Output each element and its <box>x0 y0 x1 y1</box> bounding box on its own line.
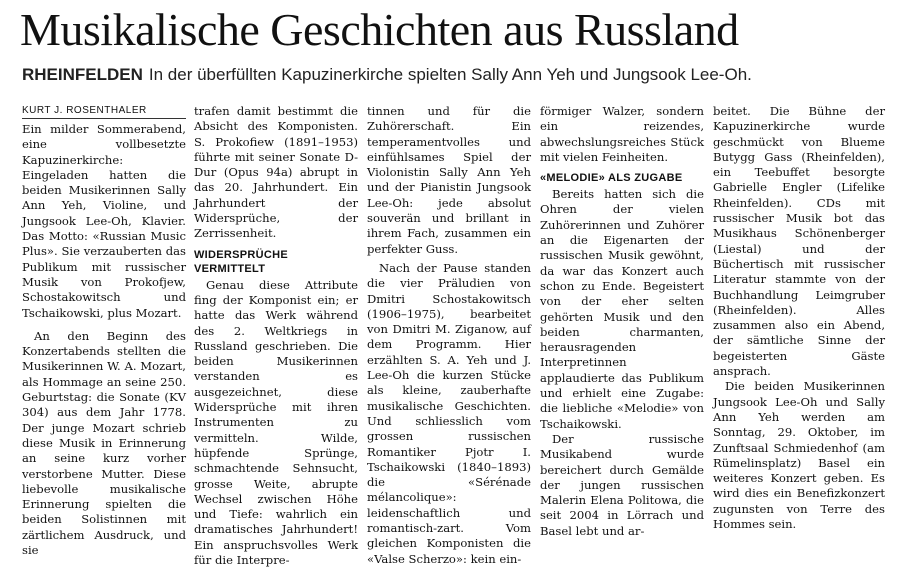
paragraph: Genau diese Attribute fing der Komponist ein; er hatte das Werk während des 2. Weltkriegs in Russland geschrieben. Die beiden Musikerinnen verstanden es ausgezeichnet, diese Widersprüche mit ihren Instrumenten zu vermitteln. Wilde, hüpfende Sprünge, schmachtende Sehnsucht, grosse Weite, abrupte Wechsel zwischen Höhe und Tiefe: wahrlich ein dramatisches Jahrhundert! Ein anspruchsvolles Werk für die Interpre- <box>194 277 358 568</box>
paragraph: beitet. Die Bühne der Kapuzinerkirche wurde geschmückt von Blueme Butygg Gass (Rheinfelden), ein Teebuffet besorgte Gabrielle Engler (Lifelike Rheinfelden). CDs mit russischer Musik bot das Musikhaus Schönenberger (Liestal) und der Büchertisch mit russischer Literatur stammte von der Buchhandlung Leimgruber (Rheinfelden). Alles zusammen also ein Abend, der sämtliche Sinne der begeisterten Gäste ansprach. <box>713 104 885 379</box>
paragraph: förmiger Walzer, sondern ein reizendes, abwechslungsreiches Stück mit vielen Feinheiten. <box>540 104 704 164</box>
text-column-2 <box>194 104 358 568</box>
author-byline: KURT J. ROSENTHALER <box>22 104 186 119</box>
paragraph: trafen damit bestimmt die Absicht des Komponisten. S. Prokofiew (1891–1953) führte mit seiner Sonate D-Dur (Opus 94a) abrupt in das 20. Jahrhundert. Ein Jahrhundert der Widersprüche, der Zerrissenheit. <box>194 104 358 241</box>
paragraph: tinnen und für die Zuhörerschaft. Ein temperamentvolles und einfühlsames Spiel der Violonistin Sally Ann Yeh und der Pianistin Jungsook Lee-Oh: jede absolut souverän und brillant in ihrem Fach, zusammen ein perfekter Guss. <box>367 104 531 256</box>
text-column-5 <box>713 104 885 532</box>
paragraph: Ein milder Sommerabend, eine vollbesetzte Kapuzinerkirche: Eingeladen hatten die beiden Musikerinnen Sally Ann Yeh, Violine, und Jungsook Lee-Oh, Klavier. Das Motto: «Russian Music Plus». Sie verzauberten das Publikum mit russischer Musik von Prokofjew, Schostakowitsch und Tschaikowski, plus Mozart. <box>22 122 186 320</box>
article-headline: Musikalische Geschichten aus Russland <box>20 4 739 55</box>
paragraph: Nach der Pause standen die vier Präludien von Dmitri Schostakowitsch (1906–1975), bearbeitet von Dmitri M. Ziganow, auf dem Programm. Hier erzählten S. A. Yeh und J. Lee-Oh die kurzen Stücke als kleine, zauberhafte musikalische Geschichten. Und schliesslich vom grossen russischen Romantiker Pjotr I. Tschaikowski (1840–1893) die «Sérénade mélancolique»: leidenschaftlich und romantisch-zart. Vom gleichen Komponisten die «Valse Scherzo»: kein ein- <box>367 260 531 566</box>
paragraph: Bereits hatten sich die Ohren der vielen Zuhörerinnen und Zuhörer an die Eigenarten der russischen Musik gewöhnt, da war das Konzert auch schon zu Ende. Begeistert von der eher selten gehörten Musik und den beiden charmanten, herausragenden Interpretinnen applaudierte das Publikum und erhielt eine Zugabe: die liebliche «Melodie» von Tschaikowski. <box>540 187 704 431</box>
text-column-1 <box>22 104 186 558</box>
location-label: RHEINFELDEN <box>22 65 143 84</box>
article-lead: In der überfüllten Kapuzinerkirche spielten Sally Ann Yeh und Jungsook Lee-Oh. <box>148 65 752 84</box>
paragraph: An den Beginn des Konzertabends stellten die Musikerinnen W. A. Mozart, als Hommage an seine 250. Geburtstag: die Sonate (KV 304) aus dem Jahr 1778. Der junge Mozart schrieb diese Musik in Erinnerung an seine kurz vorher verstorbene Mutter. Diese liebevolle musikalische Erinnerung spielten die beiden Solistinnen mit zärtlichem Ausdruck, und sie <box>22 328 186 558</box>
paragraph: Die beiden Musikerinnen Jungsook Lee-Oh und Sally Ann Yeh werden am Sonntag, 29. Oktober, im Zunftsaal Schmiedenhof (am Rümelinsplatz) Basel ein weiteres Konzert geben. Es wird dies ein Benefizkonzert zugunsten von Terre des Hommes sein. <box>713 379 885 532</box>
subheading: WIDERSPRÜCHE VERMITTELT <box>194 248 289 275</box>
subheading: «MELODIE» ALS ZUGABE <box>540 172 683 185</box>
paragraph: Der russische Musikabend wurde bereichert durch Gemälde der jungen russischen Malerin Elena Politowa, die seit 2004 in Lörrach und Basel lebt und ar- <box>540 431 704 538</box>
text-column-3 <box>367 104 531 566</box>
article-lead-line <box>22 64 892 86</box>
text-column-4 <box>540 104 704 538</box>
